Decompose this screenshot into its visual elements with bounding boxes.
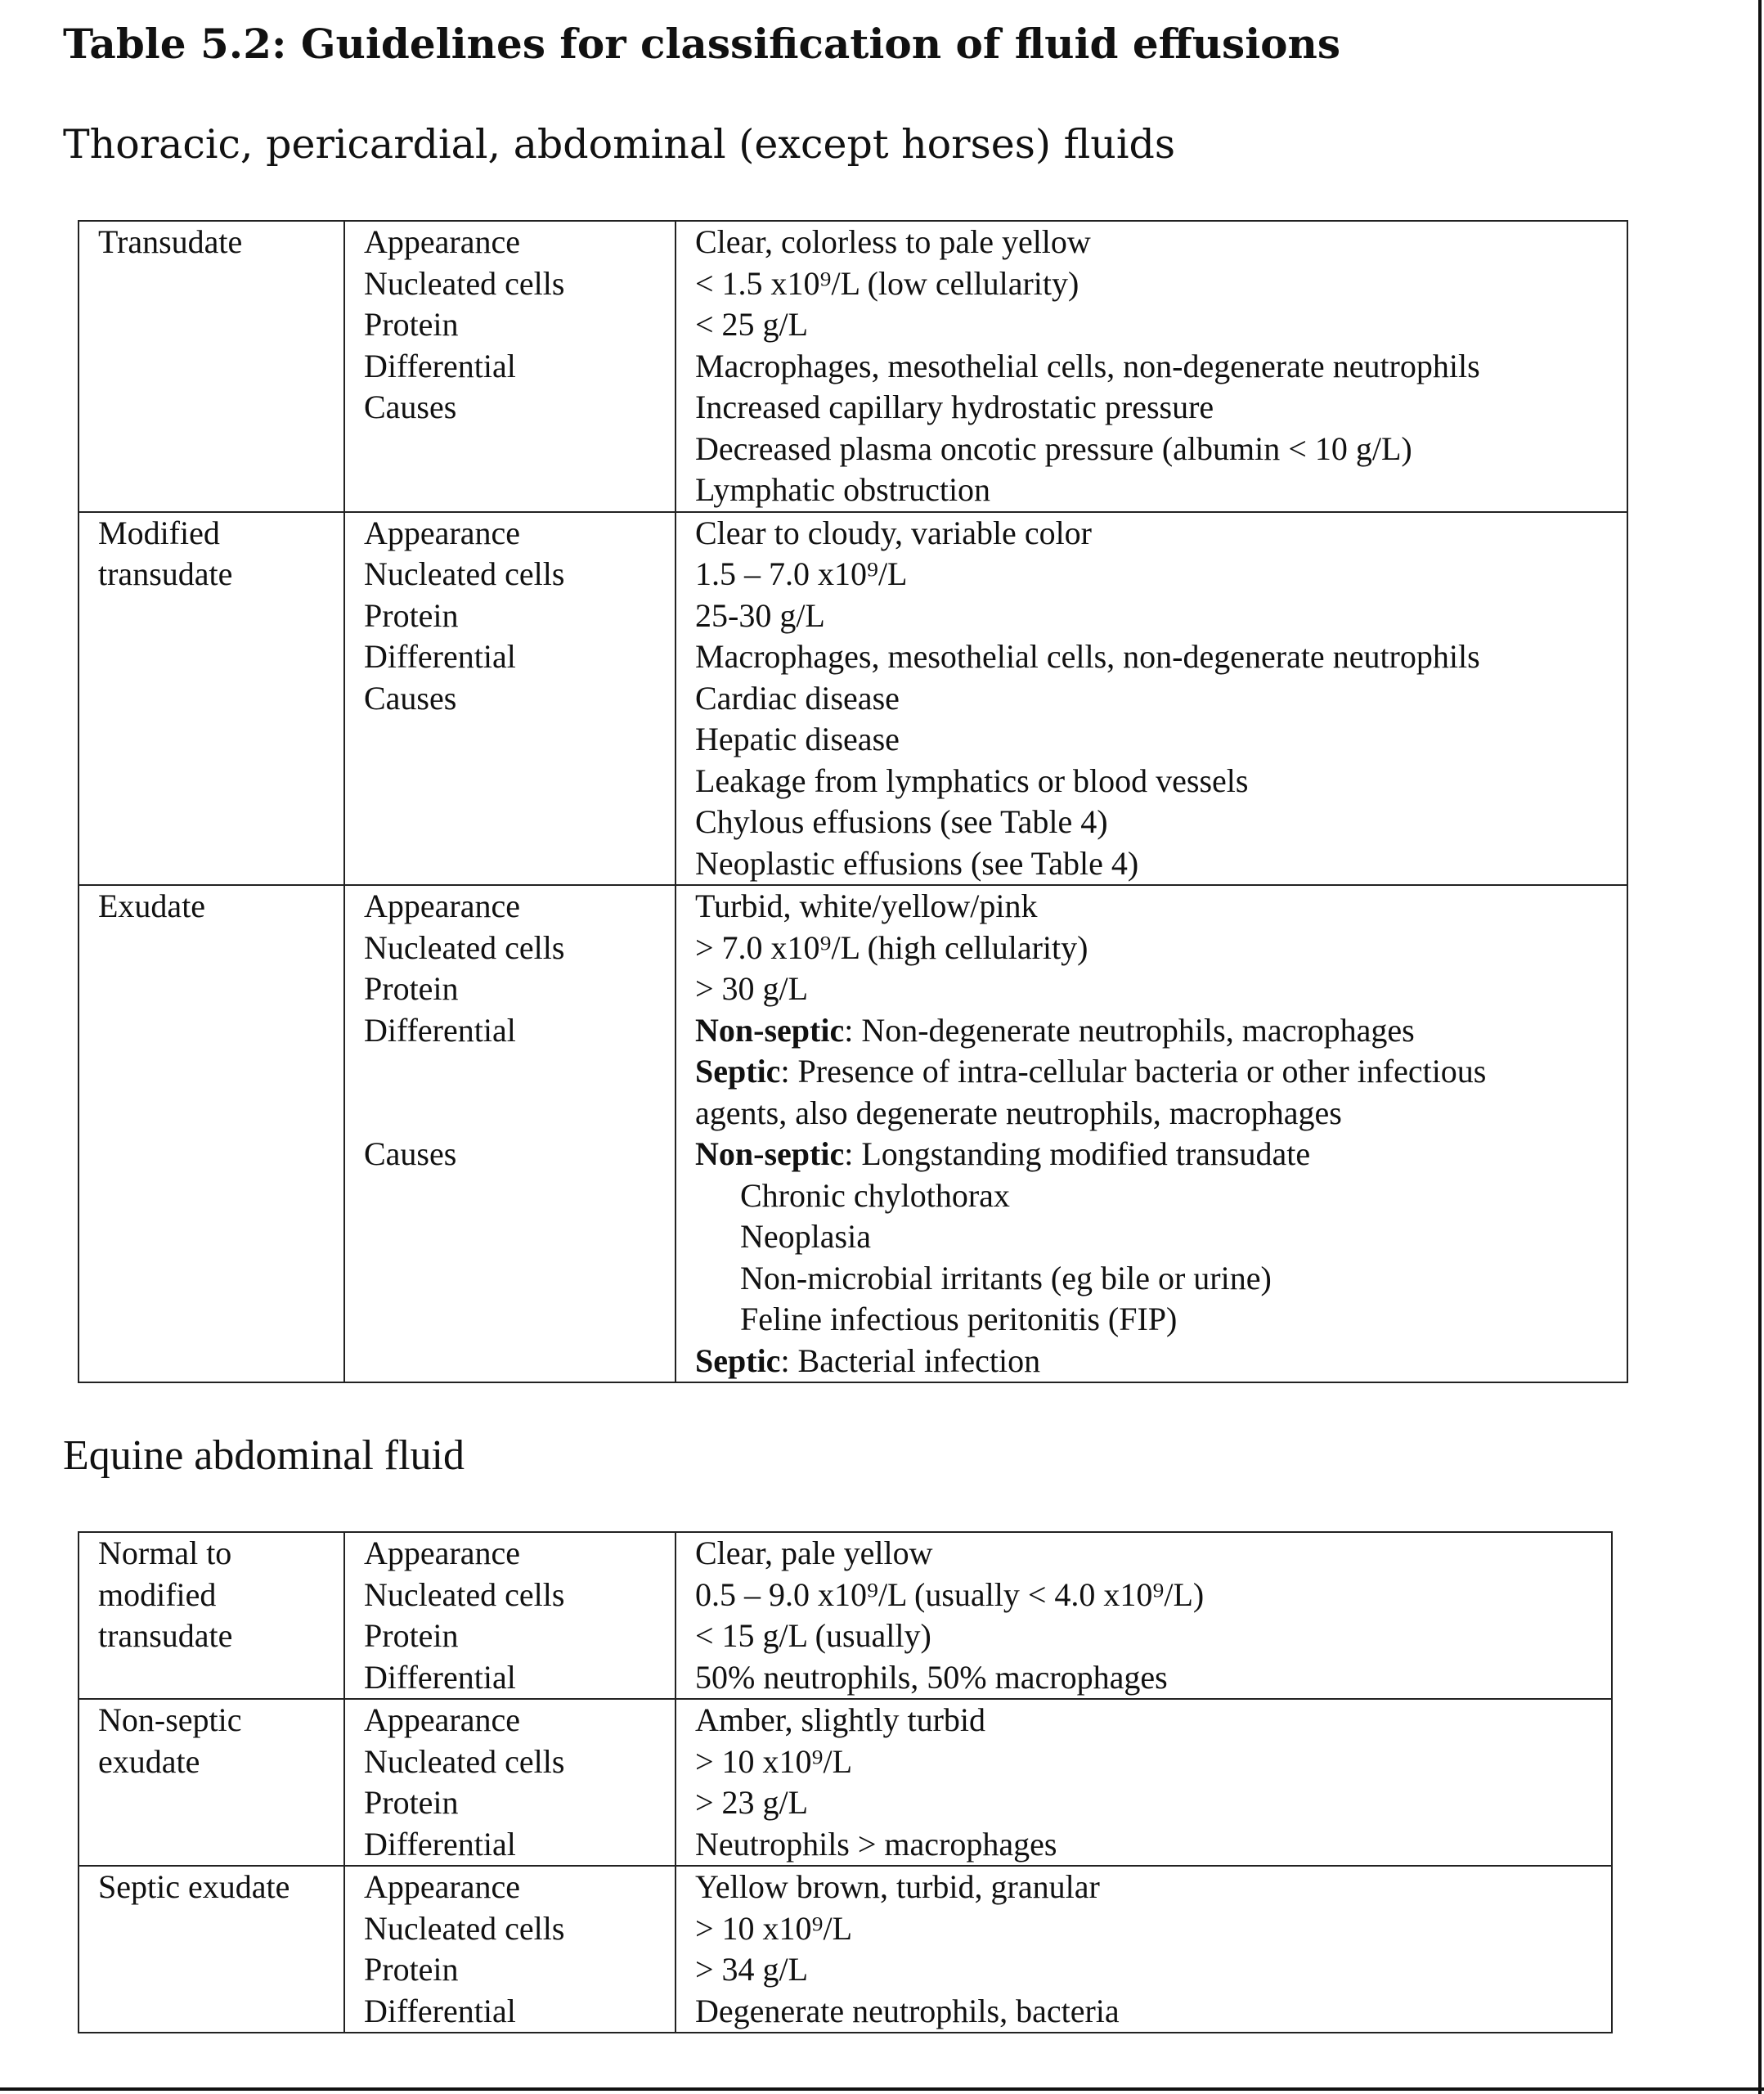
value-text: Leakage from lymphatics or blood vessels (695, 762, 1249, 799)
value-text: Clear, pale yellow (695, 1535, 933, 1571)
param-label: Protein (364, 1617, 459, 1654)
param-label: Nucleated cells (364, 1575, 565, 1613)
value-subitem: Feline infectious peritonitis (FIP) (740, 1301, 1178, 1337)
category-label: transudate (98, 1617, 233, 1654)
value-text: Cardiac disease (695, 679, 900, 717)
page-border-right (1758, 0, 1762, 2094)
category-label: Normal to (98, 1535, 232, 1571)
param-label: Differential (364, 347, 516, 384)
value-text: 25-30 g/L (695, 596, 825, 634)
value-text: : Bacterial infection (780, 1341, 1041, 1379)
value-text: > 7.0 x10⁹/L (high cellularity) (695, 928, 1088, 966)
value-text: Increased capillary hydrostatic pressure (695, 389, 1214, 425)
param-label: Differential (364, 1992, 516, 2029)
param-label: Appearance (364, 1701, 520, 1738)
param-label: Causes (364, 389, 457, 425)
nonseptic-label: Non-septic (695, 1011, 845, 1049)
value-text: Degenerate neutrophils, bacteria (695, 1992, 1120, 2029)
value-text: Clear, colorless to pale yellow (695, 223, 1091, 260)
param-label: Appearance (364, 1535, 520, 1571)
param-label: Protein (364, 596, 459, 634)
nonseptic-label: Non-septic (695, 1135, 845, 1172)
value-text: Lymphatic obstruction (695, 471, 991, 508)
value-text: : Non-degenerate neutrophils, macrophages (844, 1011, 1415, 1049)
category-label: Septic exudate (98, 1868, 290, 1905)
category-label: modified (98, 1575, 217, 1613)
value-text: 50% neutrophils, 50% macrophages (695, 1658, 1168, 1696)
table-row-exudate (79, 885, 1627, 1382)
value-line-septic-differential (695, 1051, 1618, 1093)
param-label: Protein (364, 970, 459, 1007)
parameter-cell (344, 1532, 676, 1699)
parameter-cell (344, 221, 676, 512)
parameter-cell (344, 512, 676, 886)
value-text: Hepatic disease (695, 721, 900, 757)
value-text: > 30 g/L (695, 970, 809, 1007)
param-label: Causes (364, 679, 457, 717)
category-cell (79, 885, 344, 1382)
param-label: Protein (364, 1951, 459, 1988)
param-spacer (364, 1093, 667, 1135)
fluid-classification-table-general (78, 220, 1628, 1383)
value-text: > 34 g/L (695, 1951, 809, 1988)
param-label: Appearance (364, 887, 520, 924)
category-cell (79, 1699, 344, 1866)
value-line-nonseptic-differential (695, 1010, 1618, 1052)
section-heading-equine: Equine abdominal fluid (63, 1432, 465, 1479)
value-text: Turbid, white/yellow/pink (695, 887, 1038, 924)
param-label: Differential (364, 1011, 516, 1049)
param-spacer (364, 1051, 667, 1093)
value-cell (676, 221, 1627, 512)
param-label: Nucleated cells (364, 1909, 565, 1947)
parameter-cell (344, 1699, 676, 1866)
value-text: Macrophages, mesothelial cells, non-degenerate neutrophils (695, 347, 1480, 384)
category-label: exudate (98, 1742, 200, 1780)
category-label: Exudate (98, 887, 206, 924)
value-text: 0.5 – 9.0 x10⁹/L (usually < 4.0 x10⁹/L) (695, 1575, 1205, 1613)
parameter-cell (344, 1866, 676, 2033)
septic-label: Septic (695, 1053, 781, 1090)
table-row-normal-to-modified-transudate (79, 1532, 1612, 1699)
param-label: Appearance (364, 514, 520, 551)
category-cell (79, 512, 344, 886)
category-label: Non-septic (98, 1701, 242, 1738)
value-text: > 23 g/L (695, 1784, 809, 1821)
param-label: Protein (364, 306, 459, 343)
value-cell (676, 885, 1627, 1382)
value-text: Clear to cloudy, variable color (695, 514, 1092, 551)
value-cell (676, 512, 1627, 886)
section-heading-general: Thoracic, pericardial, abdominal (except horses) fluids (63, 121, 1176, 168)
category-cell (79, 1532, 344, 1699)
value-text: Neoplastic effusions (see Table 4) (695, 844, 1139, 882)
table-row-septic-exudate (79, 1866, 1612, 2033)
table-row-transudate (79, 221, 1627, 512)
value-text: : Presence of intra-cellular bacteria or other infectious (780, 1053, 1487, 1090)
category-label: Modified (98, 514, 220, 551)
value-text: < 15 g/L (usually) (695, 1617, 931, 1654)
value-text: : Longstanding modified transudate (844, 1135, 1311, 1172)
value-subitem: Non-microbial irritants (eg bile or urine) (740, 1259, 1272, 1296)
param-label: Appearance (364, 223, 520, 260)
param-label: Differential (364, 638, 516, 675)
param-label: Differential (364, 1825, 516, 1863)
value-text: Decreased plasma oncotic pressure (albumin < 10 g/L) (695, 429, 1412, 467)
value-cell (676, 1699, 1612, 1866)
param-label: Nucleated cells (364, 555, 565, 592)
septic-label: Septic (695, 1341, 781, 1379)
value-text: Macrophages, mesothelial cells, non-degenerate neutrophils (695, 638, 1480, 675)
value-cell (676, 1866, 1612, 2033)
page-border-bottom (0, 2087, 1764, 2091)
param-label: Differential (364, 1658, 516, 1696)
value-subitem: Chronic chylothorax (740, 1176, 1010, 1214)
category-cell (79, 221, 344, 512)
parameter-cell (344, 885, 676, 1382)
value-text: Yellow brown, turbid, granular (695, 1868, 1100, 1905)
value-text: agents, also degenerate neutrophils, macrophages (695, 1094, 1342, 1131)
fluid-classification-table-equine (78, 1531, 1613, 2033)
value-line-septic-causes (695, 1341, 1618, 1382)
table-row-modified-transudate (79, 512, 1627, 886)
param-label: Nucleated cells (364, 264, 565, 302)
value-text: < 25 g/L (695, 306, 809, 343)
param-label: Causes (364, 1135, 457, 1172)
value-subitem: Neoplasia (740, 1218, 871, 1255)
param-label: Appearance (364, 1868, 520, 1905)
value-line-nonseptic-causes (695, 1134, 1618, 1175)
value-text: Neutrophils > macrophages (695, 1825, 1057, 1863)
param-label: Nucleated cells (364, 1742, 565, 1780)
value-text: > 10 x10⁹/L (695, 1742, 853, 1780)
value-cell (676, 1532, 1612, 1699)
value-text: 1.5 – 7.0 x10⁹/L (695, 555, 908, 592)
category-label: Transudate (98, 223, 243, 260)
category-label: transudate (98, 555, 233, 592)
value-text: > 10 x10⁹/L (695, 1909, 853, 1947)
table-row-non-septic-exudate (79, 1699, 1612, 1866)
param-label: Nucleated cells (364, 928, 565, 966)
category-cell (79, 1866, 344, 2033)
page-title: Table 5.2: Guidelines for classification of fluid effusions (63, 20, 1341, 68)
value-text: Amber, slightly turbid (695, 1701, 986, 1738)
value-text: < 1.5 x10⁹/L (low cellularity) (695, 264, 1079, 302)
param-label: Protein (364, 1784, 459, 1821)
value-text: Chylous effusions (see Table 4) (695, 803, 1108, 840)
